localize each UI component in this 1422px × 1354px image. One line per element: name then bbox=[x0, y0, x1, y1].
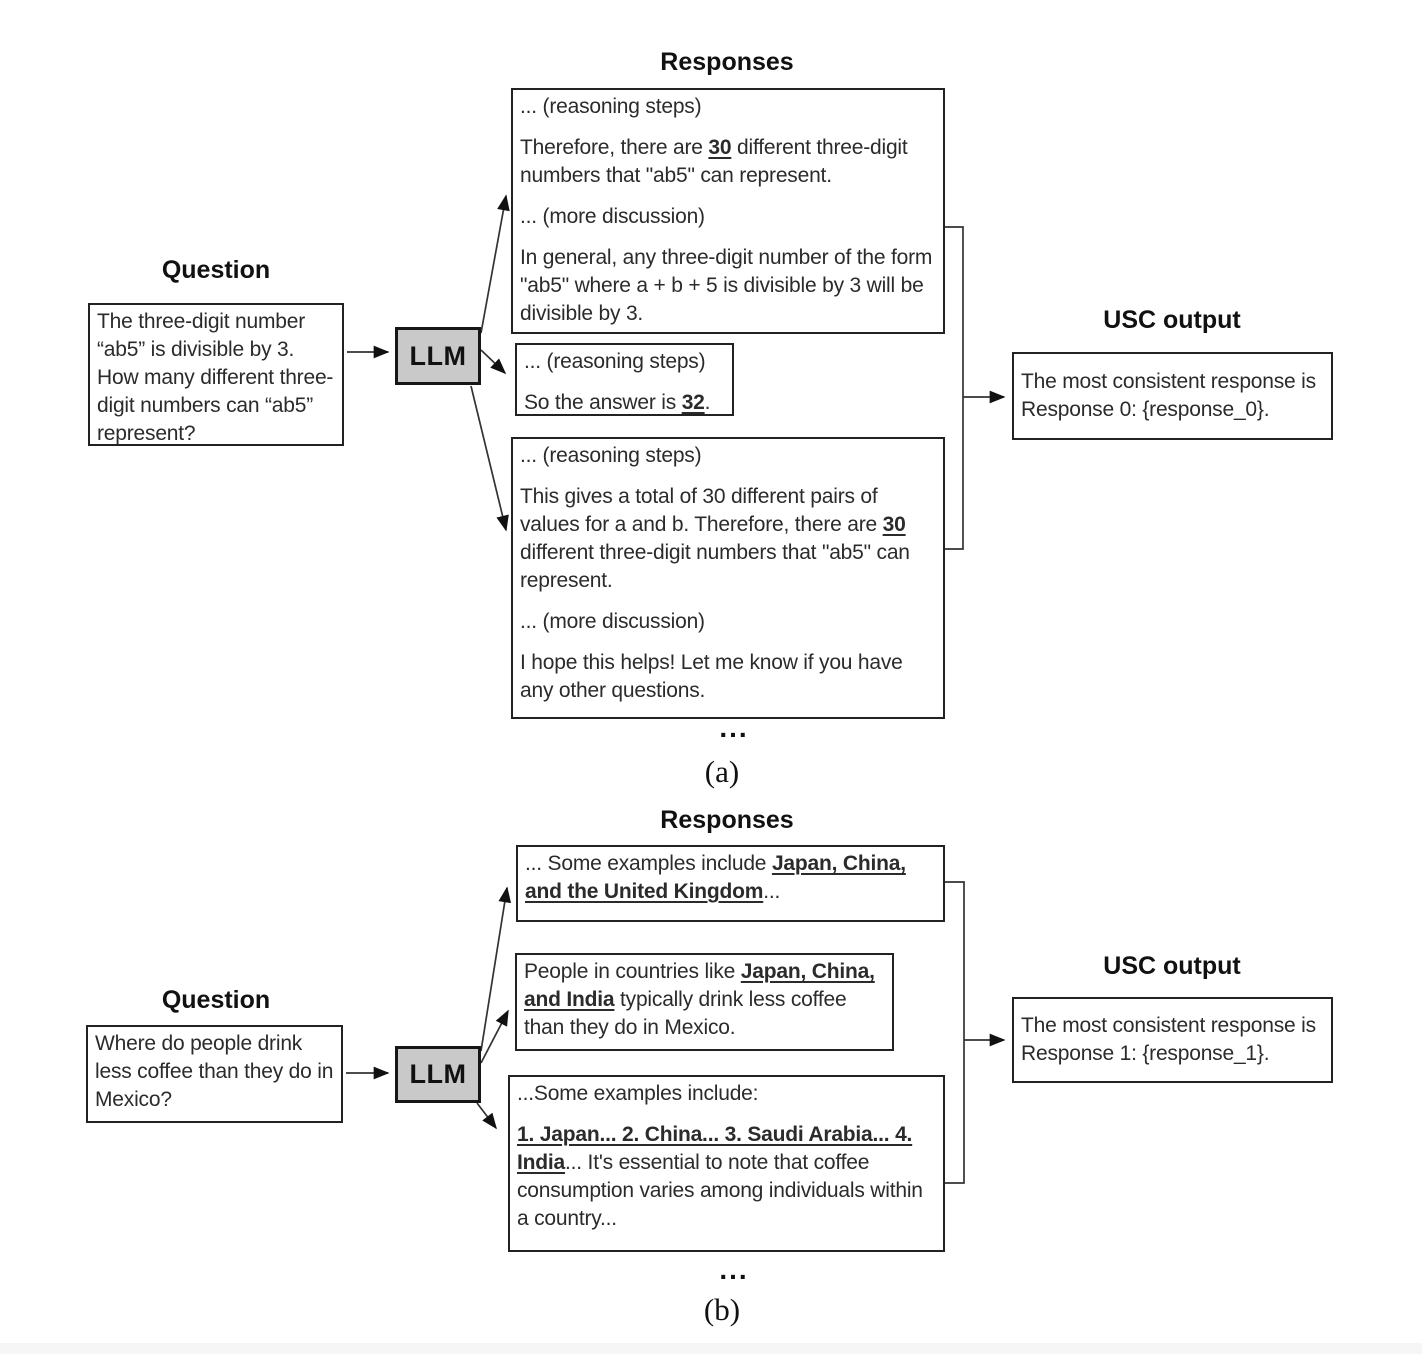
responses-title: Responses bbox=[660, 806, 794, 834]
llm-label: LLM bbox=[409, 340, 467, 371]
response-paragraph: ... (more discussion) bbox=[520, 610, 705, 633]
response-paragraph: In general, any three-digit number of the form "ab5" where a + b + 5 is divisible by 3 will be divisible by 3. bbox=[520, 246, 933, 325]
usc-output-title: USC output bbox=[1103, 306, 1241, 334]
panel-label: (b) bbox=[703, 1292, 741, 1327]
more-responses-ellipsis: ... bbox=[719, 1254, 749, 1285]
usc-output-text: The most consistent response is Response 1: {response_1}. bbox=[1021, 1014, 1316, 1065]
response-box-0 bbox=[511, 88, 945, 334]
response-paragraph: ...Some examples include: bbox=[517, 1082, 759, 1105]
question-text: The three-digit number “ab5” is divisible by 3. How many different three-digit numbers can “ab5” represent? bbox=[97, 310, 334, 445]
arrow-llm-to-response1-b bbox=[481, 1011, 508, 1063]
response-paragraph: ... Some examples include Japan, China, and the United Kingdom... bbox=[525, 852, 906, 903]
arrow-llm-to-response0-a bbox=[481, 196, 506, 333]
usc-output-box bbox=[1012, 997, 1333, 1083]
response-box-2 bbox=[511, 437, 945, 719]
response-paragraph: This gives a total of 30 different pairs of values for a and b. Therefore, there are 30 different three-digit numbers that "ab5" can represent. bbox=[520, 485, 910, 592]
response-box-1 bbox=[515, 953, 894, 1051]
response-paragraph: ... (more discussion) bbox=[520, 205, 705, 228]
arrow-llm-to-response2-a bbox=[471, 386, 506, 530]
panel-label: (a) bbox=[704, 754, 740, 789]
response-box-1 bbox=[515, 343, 734, 416]
llm-label: LLM bbox=[409, 1059, 467, 1089]
responses-title: Responses bbox=[660, 48, 794, 76]
usc-output-text: The most consistent response is Response 0: {response_0}. bbox=[1021, 370, 1316, 421]
more-responses-ellipsis: ... bbox=[719, 712, 749, 743]
bracket-responses-b bbox=[945, 882, 964, 1183]
response-paragraph: ... (reasoning steps) bbox=[520, 444, 702, 467]
response-paragraph: ... (reasoning steps) bbox=[524, 350, 706, 373]
response-paragraph: I hope this helps! Let me know if you have any other questions. bbox=[520, 651, 903, 702]
response-paragraph: 1. Japan... 2. China... 3. Saudi Arabia... 4. India... It's essential to note that coffee consumption varies among individuals within a country... bbox=[517, 1123, 923, 1230]
response-paragraph: People in countries like Japan, China, and India typically drink less coffee than they do in Mexico. bbox=[524, 960, 875, 1039]
response-box-0 bbox=[516, 845, 945, 922]
question-title: Question bbox=[161, 256, 271, 284]
arrow-llm-to-response1-a bbox=[481, 350, 505, 373]
response-box-2 bbox=[508, 1075, 945, 1252]
page-edge-strip bbox=[0, 1343, 1422, 1354]
usc-output-box bbox=[1012, 352, 1333, 440]
bracket-responses-a bbox=[945, 227, 963, 549]
response-paragraph: ... (reasoning steps) bbox=[520, 95, 702, 118]
arrow-llm-to-response2-b bbox=[477, 1103, 496, 1128]
question-box bbox=[88, 303, 344, 446]
usc-output-title: USC output bbox=[1103, 952, 1241, 980]
arrow-llm-to-response0-b bbox=[481, 888, 507, 1051]
llm-box bbox=[395, 1046, 481, 1103]
llm-box bbox=[395, 327, 481, 385]
response-paragraph: Therefore, there are 30 different three-digit numbers that "ab5" can represent. bbox=[520, 136, 908, 187]
question-box bbox=[86, 1025, 343, 1123]
question-title: Question bbox=[161, 986, 271, 1014]
question-text: Where do people drink less coffee than they do in Mexico? bbox=[95, 1032, 334, 1111]
response-paragraph: So the answer is 32. bbox=[524, 391, 711, 414]
